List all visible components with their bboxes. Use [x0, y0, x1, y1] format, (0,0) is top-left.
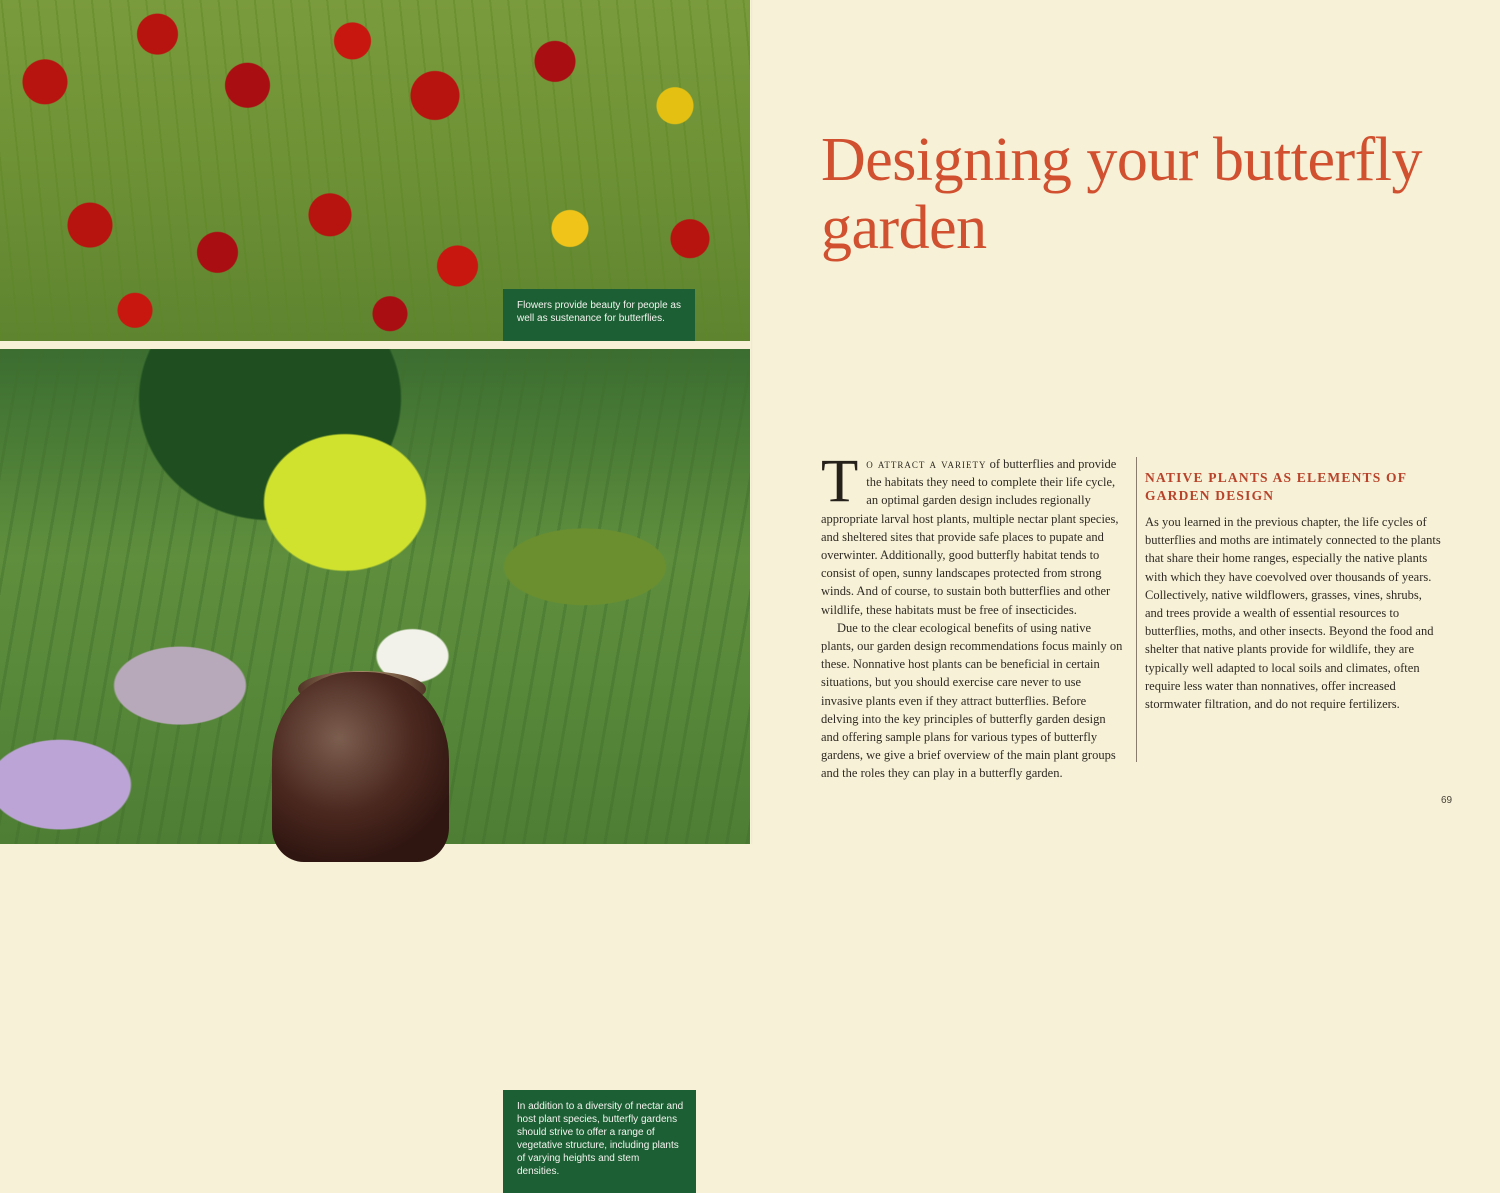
lead-small-caps: o attract a variety — [866, 457, 987, 471]
page-title: Designing your butterfly garden — [821, 126, 1423, 262]
book-gutter — [751, 0, 753, 844]
dropcap-letter: T — [821, 448, 859, 515]
top-photo-caption: Flowers provide beauty for people as well as sustenance for butterflies. — [503, 289, 695, 341]
butterfly-garden-photo — [0, 349, 750, 1177]
bottom-photo-caption: In addition to a diversity of nectar and host plant species, butterfly gardens should strive to offer a range of vegetative structure, including plants of varying heights and stem densities. — [503, 1090, 696, 1193]
column-divider — [1136, 457, 1137, 762]
intro-paragraph — [821, 448, 1124, 619]
native-plants-paragraph: As you learned in the previous chapter, the life cycles of butterflies and moths are intimately connected to the plants that share their home ranges, especially the native plants with which they have coevolved over thousands of years. Collectively, native wildflowers, grasses, vines, shrubs, and trees provide a wealth of essential resources to butterflies, moths, and other insects. Beyond the food and shelter that native plants provide for wildlife, they are typically well adapted to local soils and climates, often require less water than nonnatives, offer increased stormwater filtration, and do not require fertilizers. — [1145, 515, 1441, 712]
left-page-images — [0, 0, 752, 1177]
text-column-right — [1145, 455, 1443, 713]
second-paragraph: Due to the clear ecological benefits of using native plants, our garden design recommendations focus mainly on these. Nonnative host plants can be beneficial in certain situations, but you should exercise care never to use invasive plants even if they attract butterflies. Before delving into the key principles of butterfly garden design and offering sample plans for various types of butterfly gardens, we give a brief overview of the main plant groups and the roles they can play in a butterfly garden. — [821, 620, 1123, 781]
coreopsis-flower-photo — [0, 0, 750, 341]
page-number: 69 — [1441, 795, 1453, 806]
section-heading: NATIVE PLANTS AS ELEMENTS OF GARDEN DESIGN — [1145, 470, 1407, 503]
water-jar — [272, 672, 449, 862]
intro-paragraph-text: of butterflies and provide the habitats they need to complete their life cycle, an optimal garden design includes regionally appropriate larval host plants, multiple nectar plant species, and sheltered sites that provide safe places to pupate and overwinter. Additionally, good butterfly habitat tends to consist of open, sunny landscapes protected from strong winds. And of course, to sustain both butterflies and other wildlife, these habitats must be free of insecticides. — [821, 457, 1119, 617]
text-column-left — [821, 448, 1124, 783]
